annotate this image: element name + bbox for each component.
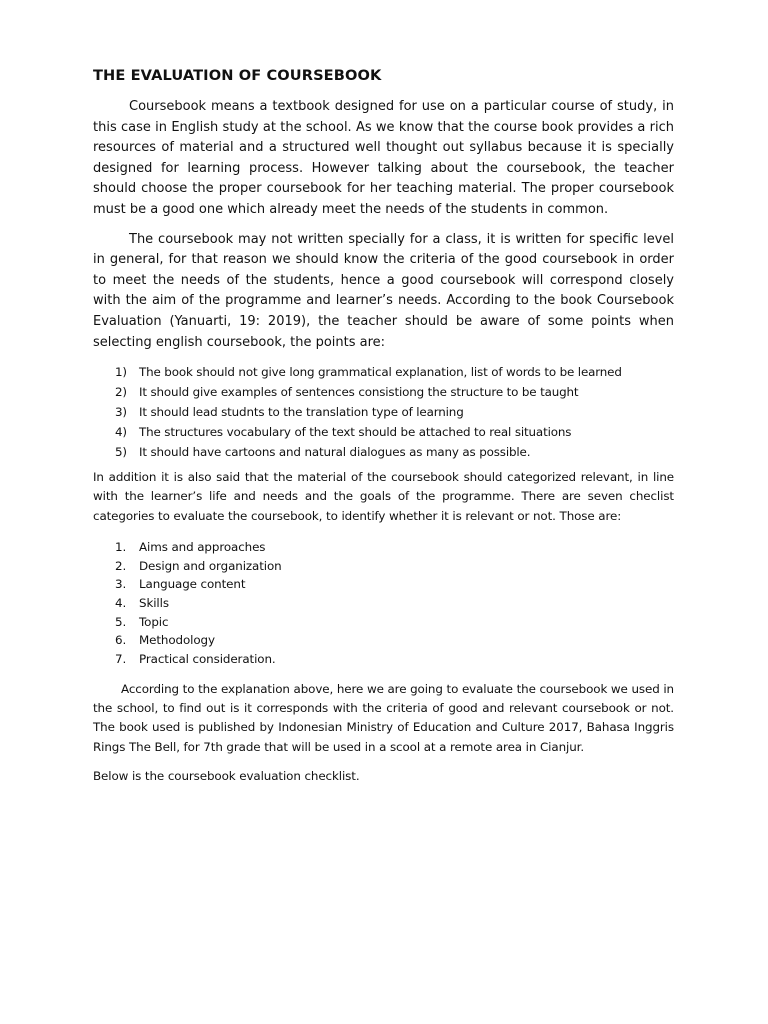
list-item <box>93 631 674 650</box>
list-item <box>93 402 674 422</box>
list-item-number: 5. <box>115 614 127 629</box>
list-item-number: 1) <box>115 365 127 380</box>
list-item <box>93 594 674 613</box>
closing-line: Below is the coursebook evaluation checklist. <box>93 769 360 784</box>
list-item-text: Aims and approaches <box>139 540 266 555</box>
list-item-text: It should have cartoons and natural dialogues as many as possible. <box>139 445 531 460</box>
list-item <box>93 422 674 442</box>
list-item-text: Methodology <box>139 633 215 648</box>
checklist-categories-list <box>93 538 674 669</box>
list-item-number: 3) <box>115 405 127 420</box>
list-item-text: It should lead studnts to the translation type of learning <box>139 405 464 420</box>
list-item <box>93 442 674 462</box>
list-item <box>93 613 674 632</box>
list-item-text: The structures vocabulary of the text should be attached to real situations <box>139 425 572 440</box>
list-item-number: 4. <box>115 596 127 611</box>
list-item-number: 5) <box>115 445 127 460</box>
list-item <box>93 362 674 382</box>
criteria-paragraph: The coursebook may not written specially for a class, it is written for specific level in general, for that reason we should know the criteria of the good coursebook in order to meet the needs of the students, hence a good coursebook will correspond closely with the aim of the programme and learner’s needs. According to the book Coursebook Evaluation (Yanuarti, 19: 2019), the teacher should be aware of some points when selecting english coursebook, the points are: <box>93 231 674 350</box>
list-item-text: It should give examples of sentences consistiong the structure to be taught <box>139 385 579 400</box>
list-item-text: Skills <box>139 596 169 611</box>
list-item-text: Language content <box>139 577 246 592</box>
list-item-number: 2. <box>115 558 127 573</box>
relevance-paragraph: In addition it is also said that the material of the coursebook should categorized relevant, in line with the learner’s life and needs and the goals of the programme. There are seven checlist categories to evaluate the coursebook, to identify whether it is relevant or not. Those are: <box>93 470 674 523</box>
list-item-number: 6. <box>115 633 127 648</box>
list-item-number: 2) <box>115 385 127 400</box>
list-item-text: Topic <box>139 614 169 629</box>
list-item-text: Design and organization <box>139 558 282 573</box>
list-item-number: 4) <box>115 425 127 440</box>
list-item <box>93 382 674 402</box>
evaluation-paragraph: According to the explanation above, here we are going to evaluate the coursebook we used in the school, to find out is it corresponds with the criteria of good and relevant coursebook or not. The book used is published by Indonesian Ministry of Education and Culture 2017, Bahasa Inggris Rings The Bell, for 7th grade that will be used in a scool at a remote area in Cianjur. <box>93 681 674 754</box>
list-item-text: Practical consideration. <box>139 652 276 667</box>
selection-points-list <box>93 362 674 462</box>
list-item <box>93 538 674 557</box>
list-item-text: The book should not give long grammatical explanation, list of words to be learned <box>139 365 622 380</box>
list-item-number: 7. <box>115 652 127 667</box>
list-item-number: 3. <box>115 577 127 592</box>
list-item <box>93 575 674 594</box>
list-item-number: 1. <box>115 540 127 555</box>
list-item <box>93 557 674 576</box>
list-item <box>93 650 674 669</box>
document-title: THE EVALUATION OF COURSEBOOK <box>93 67 382 84</box>
intro-paragraph: Coursebook means a textbook designed for use on a particular course of study, in this case in English study at the school. As we know that the course book provides a rich resources of material and a structured well thought out syllabus because it is specially designed for learning process. However talking about the coursebook, the teacher should choose the proper coursebook for her teaching material. The proper coursebook must be a good one which already meet the needs of the students in common. <box>93 99 674 217</box>
